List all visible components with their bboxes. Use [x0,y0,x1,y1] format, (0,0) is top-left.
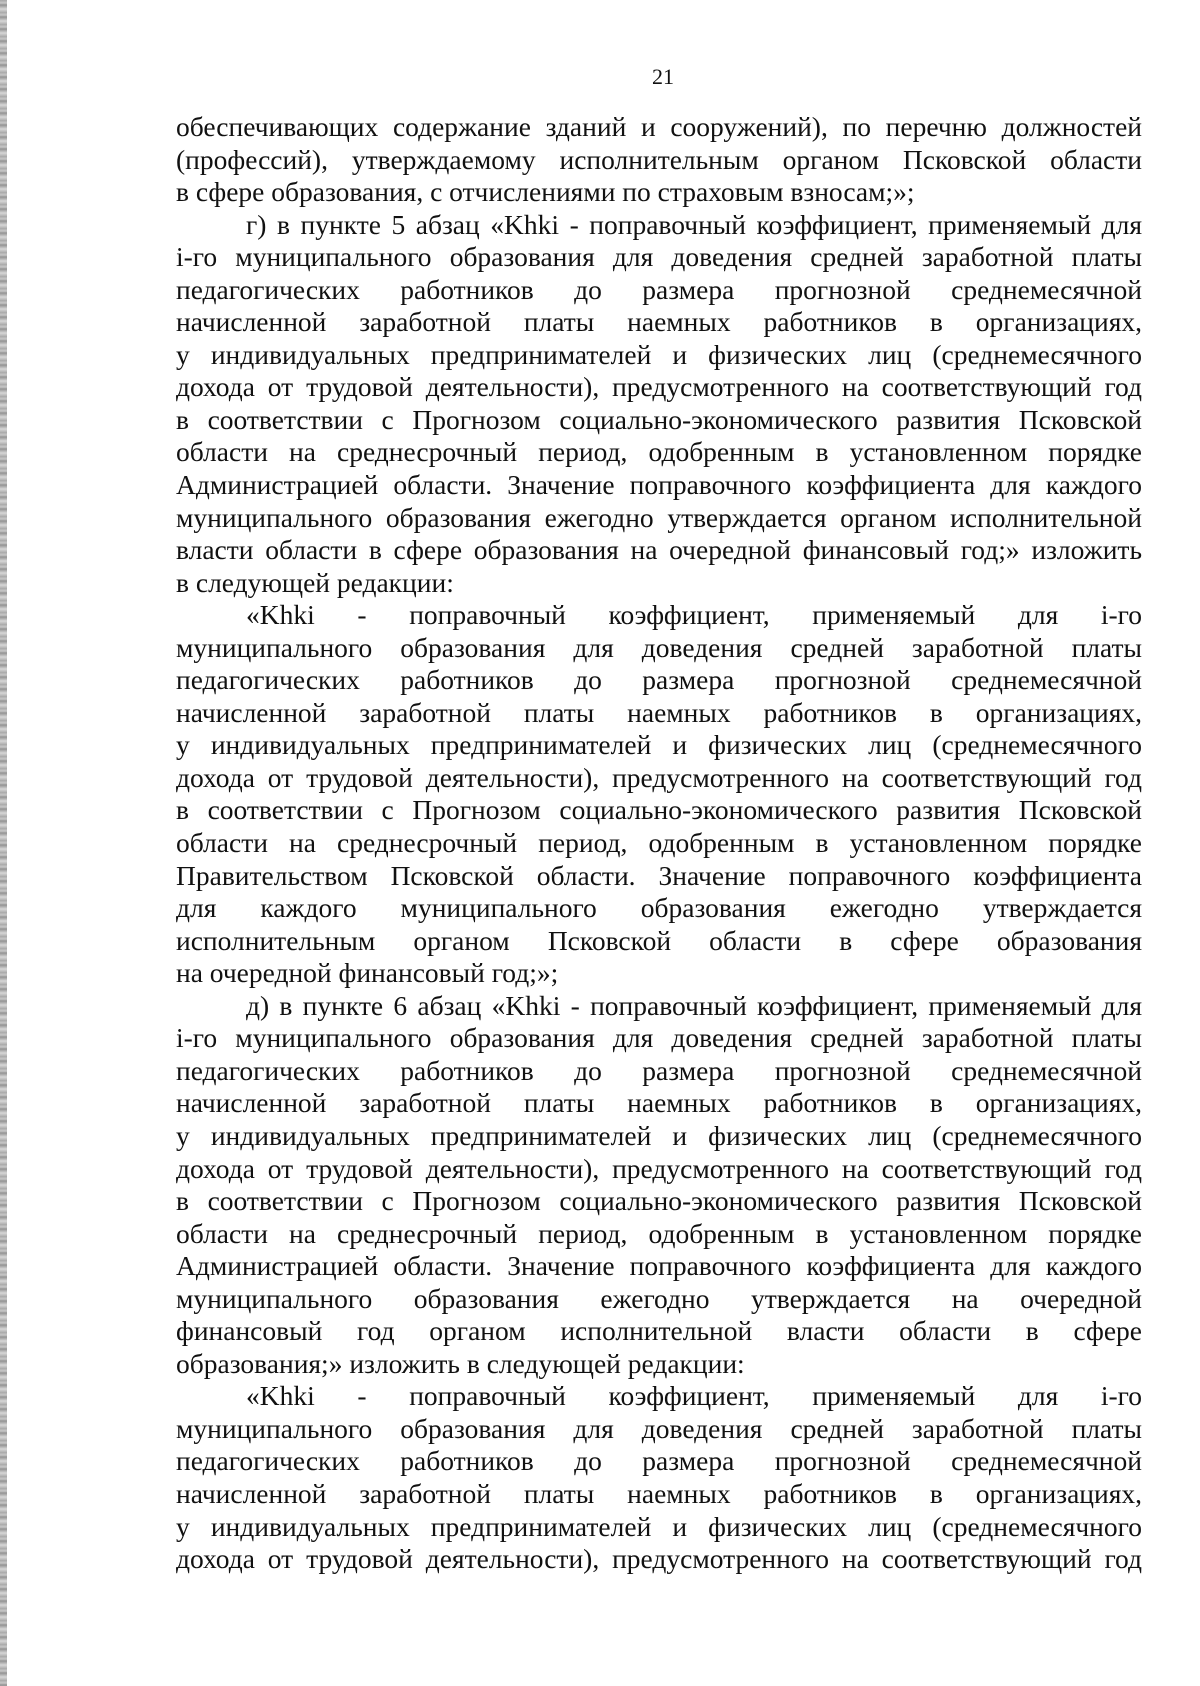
text-line: в соответствии с Прогнозом социально-экономического развития Псковской [176,1185,1142,1217]
scan-edge [0,0,7,1686]
text-line: на очередной финансовый год;»; [176,957,559,989]
text-line: (профессий), утверждаемому исполнительным органом Псковской области [176,143,1142,175]
text-line: дохода от трудовой деятельности), предусмотренного на соответствующий год [176,1543,1142,1575]
text-line: Правительством Псковской области. Значение поправочного коэффициента [176,859,1142,891]
text-line: для каждого муниципального образования ежегодно утверждается [176,892,1142,924]
text-line: начисленной заработной платы наемных работников в организациях, [176,696,1142,728]
text-line: у индивидуальных предпринимателей и физических лиц (среднемесячного [176,729,1142,761]
text-line: у индивидуальных предпринимателей и физических лиц (среднемесячного [176,1510,1142,1542]
text-line: дохода от трудовой деятельности), предусмотренного на соответствующий год [176,1152,1142,1184]
text-line: «Khki - поправочный коэффициент, применяемый для i-го [246,599,1142,631]
text-line: муниципального образования ежегодно утверждается на очередной [176,1282,1142,1314]
text-line: власти области в сфере образования на очередной финансовый год;» изложить [176,534,1142,566]
text-line: области на среднесрочный период, одобренным в установленном порядке [176,827,1142,859]
text-line: начисленной заработной платы наемных работников в организациях, [176,1087,1142,1119]
text-line: в сфере образования, с отчислениями по страховым взносам;»; [176,176,915,208]
document-body [176,111,1142,1576]
text-line: образования;» изложить в следующей редакции: [176,1347,745,1379]
text-line: Администрацией области. Значение поправочного коэффициента для каждого [176,469,1142,501]
paragraph [176,111,1142,209]
text-line: педагогических работников до размера прогнозной среднемесячной [176,273,1142,305]
text-line: в следующей редакции: [176,566,454,598]
text-line: педагогических работников до размера прогнозной среднемесячной [176,1445,1142,1477]
text-line: дохода от трудовой деятельности), предусмотренного на соответствующий год [176,761,1142,793]
paragraph [176,990,1142,1381]
text-line: муниципального образования ежегодно утверждается органом исполнительной [176,501,1142,533]
text-line: муниципального образования для доведения средней заработной платы [176,631,1142,663]
text-line: i-го муниципального образования для доведения средней заработной платы [176,241,1142,273]
text-line: д) в пункте 6 абзац «Khki - поправочный коэффициент, применяемый для [246,989,1142,1021]
text-line: области на среднесрочный период, одобренным в установленном порядке [176,1217,1142,1249]
page-number: 21 [652,64,674,89]
text-line: у индивидуальных предпринимателей и физических лиц (среднемесячного [176,338,1142,370]
text-line: начисленной заработной платы наемных работников в организациях, [176,1477,1142,1509]
text-line: финансовый год органом исполнительной власти области в сфере [176,1315,1142,1347]
text-line: г) в пункте 5 абзац «Khki - поправочный коэффициент, применяемый для [246,208,1142,240]
paragraph [176,209,1142,600]
text-line: i-го муниципального образования для доведения средней заработной платы [176,1022,1142,1054]
text-line: «Khki - поправочный коэффициент, применяемый для i-го [246,1380,1142,1412]
text-line: области на среднесрочный период, одобренным в установленном порядке [176,436,1142,468]
text-line: муниципального образования для доведения средней заработной платы [176,1412,1142,1444]
text-line: начисленной заработной платы наемных работников в организациях, [176,306,1142,338]
text-line: Администрацией области. Значение поправочного коэффициента для каждого [176,1250,1142,1282]
paragraph [176,1380,1142,1575]
text-line: у индивидуальных предпринимателей и физических лиц (среднемесячного [176,1119,1142,1151]
text-line: педагогических работников до размера прогнозной среднемесячной [176,664,1142,696]
text-line: педагогических работников до размера прогнозной среднемесячной [176,1054,1142,1086]
text-line: в соответствии с Прогнозом социально-экономического развития Псковской [176,403,1142,435]
paragraph [176,599,1142,990]
text-line: дохода от трудовой деятельности), предусмотренного на соответствующий год [176,371,1142,403]
text-line: исполнительным органом Псковской области в сфере образования [176,924,1142,956]
text-line: в соответствии с Прогнозом социально-экономического развития Псковской [176,794,1142,826]
text-line: обеспечивающих содержание зданий и сооружений), по перечню должностей [176,111,1142,142]
